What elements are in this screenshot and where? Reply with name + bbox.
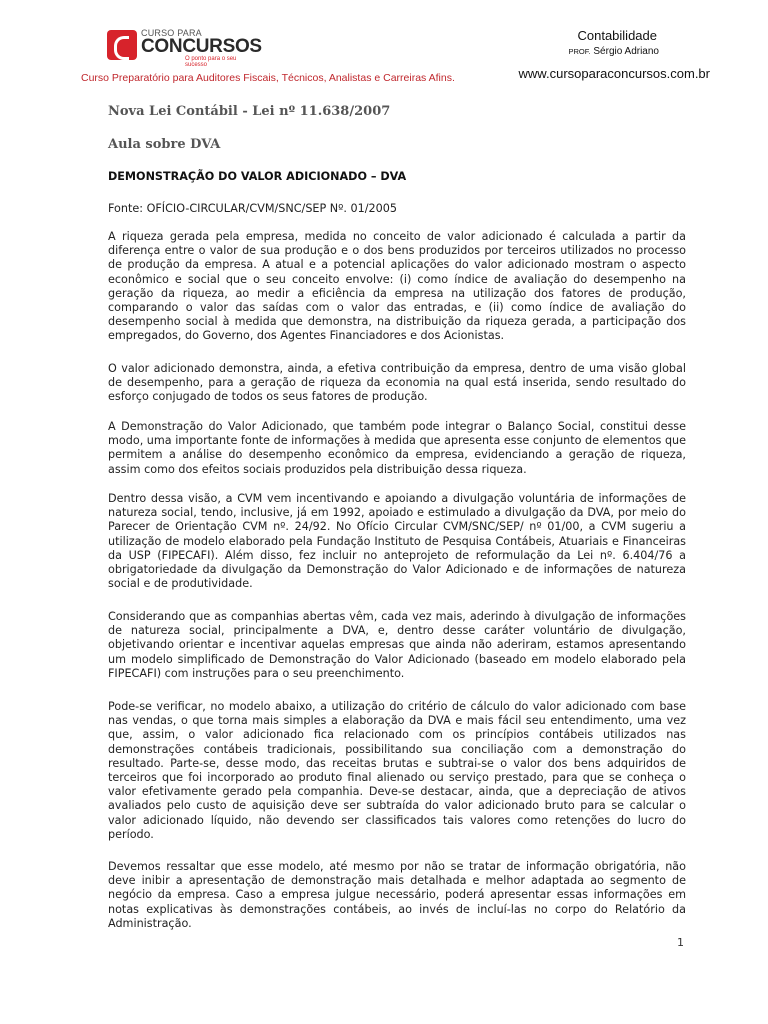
professor-name (569, 46, 659, 57)
paragraph: Devemos ressaltar que esse modelo, até mesmo por não se tratar de informação obrigatória, não deve inibir a apresentação de demonstração mais detalhada e melhor adaptada ao segmento de negócio da empresa. Caso a empresa julgue necessário, poderá apresentar essas informações em notas explicativas às demonstrações contábeis, ao invés de incluí-las no corpo do Relatório da Administração. (108, 860, 686, 930)
paragraph: Pode-se verificar, no modelo abaixo, a utilização do critério de cálculo do valor adicionado com base nas vendas, o que torna mais simples a elaboração da DVA e mais fácil seu entendimento, uma vez que, assim, o valor adicionado fica relacionado com os princípios contábeis utilizados nas demonstrações contábeis tradicionais, possibilitando sua conciliação com a demonstração do resultado. Parte-se, desse modo, das receitas brutas e subtrai-se o valor dos bens adquiridos de terceiros que foi incorporado ao produto final alienado ou serviço prestado, para que se conheça o valor efetivamente gerado pela companhia. Deve-se destacar, ainda, que a depreciação de ativos avaliados pelo custo de aquisição deve ser subtraída do valor adicionado bruto para se calcular o valor adicionado líquido, não devendo ser classificados tais valores como retenções do lucro do período. (108, 700, 686, 841)
paragraph: A Demonstração do Valor Adicionado, que também pode integrar o Balanço Social, constitui desse modo, uma importante fonte de informações à medida que apresenta esse conjunto de elementos que permitem a análise do desempenho econômico da empresa, evidenciando a geração de riqueza, assim como dos efeitos sociais produzidos pela distribuição dessa riqueza. (108, 420, 687, 476)
logo-main-text: CONCURSOS (141, 36, 262, 57)
paragraph: Considerando que as companhias abertas vêm, cada vez mais, aderindo à divulgação de informações de natureza social, principalmente a DVA, e, dentro desse caráter voluntário de divulgação, objetivando orientar e incentivar aquelas empresas que ainda não aderiram, estamos apresentando um modelo simplificado de Demonstração do Valor Adicionado (baseado em modelo elaborado pela FIPECAFI) com instruções para o seu preenchimento. (108, 610, 686, 680)
paragraph: A riqueza gerada pela empresa, medida no conceito de valor adicionado é calculada a partir da diferença entre o valor de sua produção e o dos bens produzidos por terceiros utilizados no processo de produção da empresa. A atual e a potencial aplicações do valor adicionado mostram o aspecto econômico e social que o seu conceito envolve: (i) como índice de avaliação do desempenho na geração da riqueza, ao medir a eficiência da empresa na utilização dos fatores de produção, comparando o valor das saídas com o valor das entradas, e (ii) como índice de avaliação do desempenho social à medida que demonstra, na distribuição da riqueza gerada, a participação dos empregados, do Governo, dos Agentes Financiadores e dos Acionistas. (108, 230, 686, 343)
page-number: 1 (677, 936, 684, 949)
professor-prefix: PROF. (568, 47, 591, 56)
brand-logo[interactable] (107, 28, 262, 68)
subject-title: Contabilidade (577, 28, 657, 43)
law-title: Nova Lei Contábil - Lei nº 11.638/2007 (108, 104, 391, 119)
professor-name-text: Sérgio Adriano (593, 46, 659, 57)
course-tagline: Curso Preparatório para Auditores Fiscais, Técnicos, Analistas e Carreiras Afins. (81, 72, 455, 84)
paragraph: Dentro dessa visão, a CVM vem incentivando e apoiando a divulgação voluntária de informações de natureza social, tendo, inclusive, já em 1992, apoiado e estimulado a divulgação da DVA, por meio do Parecer de Orientação CVM nº. 24/92. No Ofício Circular CVM/SNC/SEP/ nº 01/00, a CVM sugeriu a utilização de modelo elaborado pela Fundação Instituto de Pesquisa Contábeis, Atuariais e Financeiras da USP (FIPECAFI). Além disso, fez incluir no anteprojeto de reformulação da Lei nº. 6.404/76 a obrigatoriedade da divulgação da Demonstração do Valor Adicionado e de informações de natureza social e de produtividade. (108, 492, 686, 591)
section-title: DEMONSTRAÇÃO DO VALOR ADICIONADO – DVA (108, 170, 407, 183)
logo-slogan: O ponto para o seu sucesso (185, 56, 237, 68)
source-reference: Fonte: OFÍCIO-CIRCULAR/CVM/SNC/SEP Nº. 01/2005 (108, 202, 398, 215)
logo-small-text: CURSO PARA (141, 28, 202, 38)
lesson-title: Aula sobre DVA (108, 137, 221, 152)
logo-hand-icon (107, 30, 137, 60)
website-url[interactable]: www.cursoparaconcursos.com.br (518, 66, 710, 81)
paragraph: O valor adicionado demonstra, ainda, a efetiva contribuição da empresa, dentro de uma visão global de desempenho, para a geração de riqueza da economia na qual está inserida, sendo resultado do esforço conjugado de todos os seus fatores de produção. (108, 362, 686, 404)
